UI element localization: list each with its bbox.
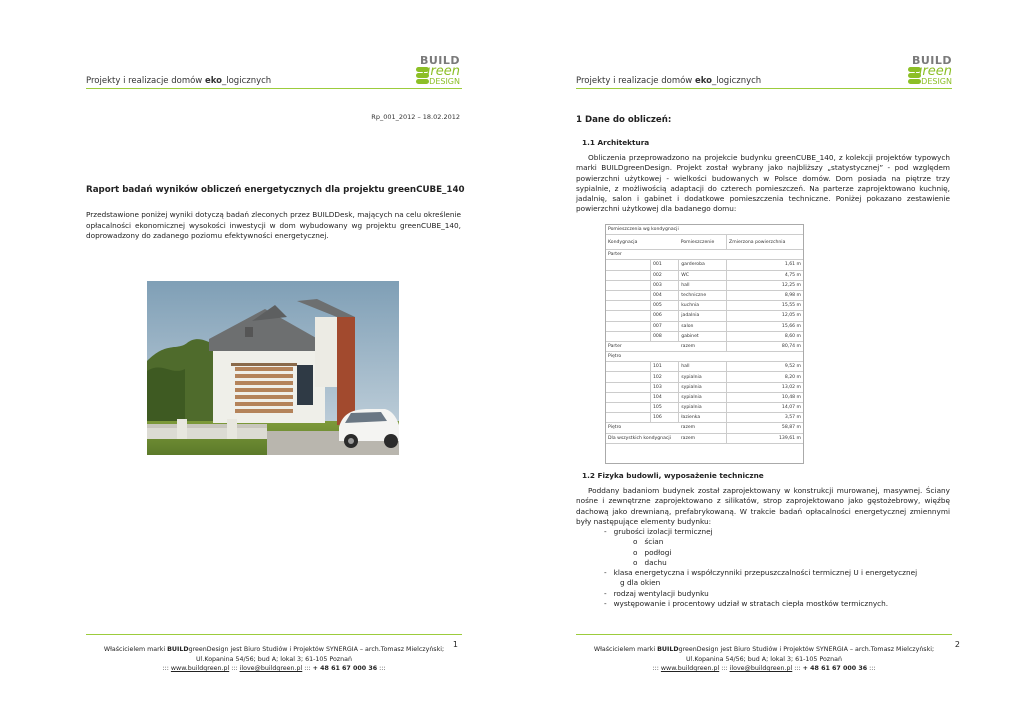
- footer: Właścicielem marki BUILDgreenDesign jest Biuro Studiów i Projektów SYNERGIA – arch.Tomasz Mielczyński; Ul.Kopanina 54/56; bud A; lokal 3; 61-105 Poznań ::: www.buildgreen.pl ::: ilove@buildgreen.pl ::: + 48 61 67 000 36 :::: [593, 646, 935, 672]
- header-text: Projekty i realizacje domów eko_logicznych: [576, 76, 762, 86]
- list-item: o podłogi: [633, 547, 672, 557]
- page-number: 1: [452, 640, 458, 649]
- table-row: 006 jadalnia 12,05 m: [606, 311, 803, 321]
- table-row: Piętro razem 58,87 m: [606, 423, 803, 433]
- architecture-paragraph: Obliczenia przeprowadzono na projekcie budynku greenCUBE_140, z kolekcji projektów typowych marki BUILDgreenDesign. Projekt został wybrany jako najbliższy „statystycznej” - pod względem powierzchni użytkowej - wielkości budowanych w Polsce domów. Dom posiada na piętrze trzy sypialnie, z możliwością adaptacji do czterech pomieszczeń. Na parterze zaprojektowano kuchnię, jadalnię, salon i gabinet i dodatkowe pomieszczenia techniczne. Poniżej pokazano zestawienie powierzchni użytkowej dla badanego domu:: [576, 153, 950, 214]
- table-row: 004 techniczne 8,98 m: [606, 290, 803, 300]
- table-row: Dla wszystkich kondygnacji razem 139,61 m: [606, 433, 803, 443]
- variables-list: [576, 527, 950, 609]
- email-link[interactable]: ilove@buildgreen.pl: [239, 665, 303, 672]
- table-row: 101 hall 9,52 m: [606, 362, 803, 372]
- buildgreen-logo: BUILD green DESIGN: [414, 54, 462, 88]
- table-row: 005 kuchnia 15,55 m: [606, 301, 803, 311]
- house-render-image: [147, 281, 399, 455]
- header-divider: [86, 88, 462, 89]
- list-item: - grubości izolacji termicznej: [604, 527, 713, 536]
- table-caption: Pomieszczenia wg kondygnacji: [606, 225, 803, 235]
- email-link[interactable]: ilove@buildgreen.pl: [729, 665, 793, 672]
- footer-divider: [86, 634, 462, 635]
- footer: Właścicielem marki BUILDgreenDesign jest Biuro Studiów i Projektów SYNERGIA – arch.Tomasz Mielczyński; Ul.Kopanina 54/56; bud A; lokal 3; 61-105 Poznań ::: www.buildgreen.pl ::: ilove@buildgreen.pl ::: + 48 61 67 000 36 :::: [103, 646, 445, 672]
- list-item: - rodzaj wentylacji budynku: [604, 588, 709, 598]
- floor-area-table: Pomieszczenia wg kondygnacji Kondygnacja Pomieszczenie Zmierzona powierzchnia Parter 001 garderoba 1,61 m 002 WC 4,75 m 003 hall 12,25 m 004 techniczne 8,98 m 005 kuchnia 15,55 m 006 jadalnia 12,05 m 007 salon 15,66 m 008 gabinet 8,60 m Parter razem 80,74 m Piętro 101 hall 9,52 m 102 sypialnia 8,20 m 103 sypialnia 13,02 m 104 sypialnia 10,48 m 105 sypialnia 14,07 m 106 łazienka 3,57 m Piętro razem 58,87 m Dla wszystkich kondygnacji razem 139,61 m: [605, 224, 804, 464]
- page-2: [512, 0, 1024, 724]
- table-row: 001 garderoba 1,61 m: [606, 260, 803, 270]
- buildgreen-logo: BUILD green DESIGN: [906, 54, 954, 88]
- report-title: Raport badań wyników obliczeń energetycznych dla projektu greenCUBE_140: [86, 185, 465, 195]
- phone-number: + 48 61 67 000 36: [802, 665, 868, 672]
- intro-paragraph: Przedstawione poniżej wyniki dotyczą badań zleconych przez BUILDDesk, mających na celu określenie opłacalności ekonomicznej wysokości inwestycji w dom wybudowany wg projektu greenCUBE_140, doprowadzony do zadanego poziomu efektywności energetycznej.: [86, 210, 461, 240]
- list-item: o ścian: [633, 537, 664, 547]
- list-item: - klasa energetyczna i współczynniki przepuszczalności termicznej U i energetycznej: [604, 568, 918, 578]
- list-item: - występowanie i procentowy udział w stratach ciepła mostków termicznych.: [604, 599, 889, 609]
- page-number: 2: [954, 640, 960, 649]
- table-row: 007 salon 15,66 m: [606, 321, 803, 331]
- subsection-building-physics: 1.2 Fizyka budowli, wyposażenie techniczne: [582, 471, 764, 480]
- table-row: 002 WC 4,75 m: [606, 270, 803, 280]
- table-row: 105 sypialnia 14,07 m: [606, 403, 803, 413]
- phone-number: + 48 61 67 000 36: [312, 665, 378, 672]
- website-link[interactable]: www.buildgreen.pl: [170, 665, 230, 672]
- footer-divider: [576, 634, 952, 635]
- list-item: o dachu: [633, 557, 667, 567]
- table-row: 103 sypialnia 13,02 m: [606, 382, 803, 392]
- table-row: 003 hall 12,25 m: [606, 280, 803, 290]
- header-divider: [576, 88, 952, 89]
- building-physics-paragraph: Poddany badaniom budynek został zaprojektowany w konstrukcji murowanej, masywnej. Ściany nośne i zewnętrzne zaprojektowano z silikatów, strop zaprojektowano jako gęstożebrowy, więźbę dachową jako drewnianą, prefabrykowaną. W trakcie badań opłacalności energetycznej zmiennymi były następujące elementy budynku:: [576, 486, 950, 526]
- header-text: Projekty i realizacje domów eko_logicznych: [86, 76, 272, 86]
- website-link[interactable]: www.buildgreen.pl: [660, 665, 720, 672]
- list-item: g dla okien: [620, 578, 661, 588]
- subsection-architecture: 1.1 Architektura: [582, 138, 650, 147]
- table-row: 104 sypialnia 10,48 m: [606, 392, 803, 402]
- table-row: 102 sypialnia 8,20 m: [606, 372, 803, 382]
- table-row: 106 łazienka 3,57 m: [606, 413, 803, 423]
- table-row: 008 gabinet 8,60 m: [606, 331, 803, 341]
- section-heading: 1 Dane do obliczeń:: [576, 115, 672, 125]
- table-row: Parter razem 80,74 m: [606, 341, 803, 351]
- report-reference: Rp_001_2012 – 18.02.2012: [371, 113, 460, 121]
